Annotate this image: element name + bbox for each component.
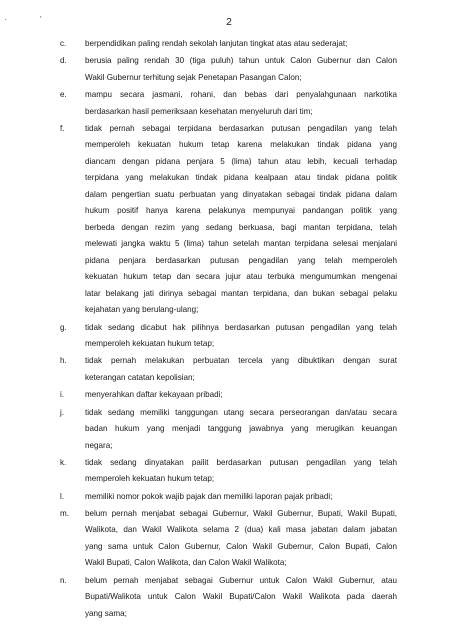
list-item-text <box>85 455 397 488</box>
list-item-letter: l. <box>60 491 65 501</box>
list-item <box>0 53 458 86</box>
list-item-letter: k. <box>60 457 67 467</box>
text-line: badan hukum yang menjadi tanggung jawabnya yang merugikan keuangan <box>85 424 397 434</box>
text-line: terpidana yang melakukan tindak pidana kealpaan atau tindak pidana politik <box>85 173 397 183</box>
text-line: yang sama; <box>85 608 127 618</box>
text-line: belum pernah menjabat sebagai Gubernur, Wakil Gubernur, Bupati, Wakil Bupati, <box>85 508 397 518</box>
list-item-letter: f. <box>60 123 65 133</box>
list-item-letter: c. <box>60 39 67 48</box>
text-line: negara; <box>85 440 113 450</box>
text-line: Wakil Gubernur terhitung sejak Penetapan Pasangan Calon; <box>85 72 302 82</box>
list-item-text <box>85 36 397 53</box>
list-item-letter: d. <box>60 56 67 66</box>
text-line: tidak pernah sebagai terpidana berdasarkan putusan pengadilan yang telah <box>85 123 397 133</box>
text-line: latar belakang jati dirinya sebagai mantan terpidana, dan bukan sebagai pelaku <box>85 288 397 298</box>
list-item-text <box>85 489 397 506</box>
page-number: 2 <box>226 17 232 28</box>
scan-mark: · <box>4 15 7 24</box>
text-line: hukum positif hanya karena pelakunya mempunyai pandangan politik yang <box>85 206 397 216</box>
list-item <box>0 121 458 319</box>
text-line: melewati jangka waktu 5 (lima) tahun setelah mantan terpidana selesai menjalani <box>85 239 397 249</box>
text-line: keterangan catatan kepolisian; <box>85 372 195 382</box>
text-line: tidak sedang dinyatakan pailit berdasarkan putusan pengadilan yang telah <box>85 457 397 467</box>
list-item-letter: h. <box>60 356 67 366</box>
list-item <box>0 320 458 353</box>
text-line: Bupati/Walikota untuk Calon Wakil Bupati/Calon Wakil Walikota pada daerah <box>85 592 397 602</box>
list-item-letter: e. <box>60 90 67 100</box>
text-line: berpendidikan paling rendah sekolah lanjutan tingkat atas atau sederajat; <box>85 39 348 48</box>
text-line: dalam pengertian suatu perbuatan yang dinyatakan sebagai tindak pidana dalam <box>85 189 397 199</box>
text-line: Walikota, dan Wakil Walikota selama 2 (dua) kali masa jabatan dalam jabatan <box>85 525 397 535</box>
list-item <box>0 489 458 506</box>
list-item-text <box>85 53 397 86</box>
text-line: berbeda dengan rezim yang sedang berkuasa, bagi mantan terpidana, telah <box>85 222 397 232</box>
text-line: memperoleh kekuatan hukum tetap; <box>85 474 215 484</box>
text-line: diancam dengan pidana penjara 5 (lima) tahun atau lebih, kecuali terhadap <box>85 156 397 166</box>
list-item <box>0 455 458 488</box>
list-item-text <box>85 87 397 120</box>
list-item-letter: m. <box>60 508 69 518</box>
text-line: mampu secara jasmani, rohani, dan bebas dari penyalahgunaan narkotika <box>85 90 397 100</box>
list-item <box>0 573 458 623</box>
text-line: berdasarkan hasil pemeriksaan kesehatan menyeluruh dari tim; <box>85 106 313 116</box>
list-item <box>0 387 458 404</box>
text-line: kejahatan yang berulang-ulang; <box>85 305 199 315</box>
list-item-text <box>85 353 397 386</box>
text-line: tidak sedang memiliki tanggungan utang secara perseorangan dan/atau secara <box>85 407 397 417</box>
list-item-text <box>85 387 397 404</box>
text-line: yang sama untuk Calon Gubernur, Calon Wakil Gubernur, Calon Bupati, Calon <box>85 541 397 551</box>
text-line: tidak sedang dicabut hak pilihnya berdasarkan putusan pengadilan yang telah <box>85 322 397 332</box>
text-line: kekuatan hukum tetap dan secara jujur atau terbuka mengumumkan mengenai <box>85 272 397 282</box>
list-item-text <box>85 573 397 623</box>
text-line: Wakil Bupati, Calon Walikota, dan Calon Wakil Walikota; <box>85 558 287 568</box>
list-item <box>0 506 458 572</box>
list-item-letter: i. <box>60 390 65 400</box>
list-item-letter: j. <box>60 407 65 417</box>
scan-mark: ' <box>40 15 42 24</box>
list-item-letter: n. <box>60 575 67 585</box>
list-item <box>0 36 458 53</box>
list-item <box>0 87 458 120</box>
list-item-letter: g. <box>60 322 67 332</box>
list-item-text <box>85 506 397 572</box>
list-item-text <box>85 405 397 455</box>
text-line: memiliki nomor pokok wajib pajak dan memiliki laporan pajak pribadi; <box>85 491 333 501</box>
text-line: memperoleh kekuatan hukum tetap; <box>85 339 215 349</box>
list-item-text <box>85 121 397 319</box>
requirements-list <box>0 36 458 623</box>
list-item-text <box>85 320 397 353</box>
list-item <box>0 353 458 386</box>
text-line: belum pernah menjabat sebagai Gubernur untuk Calon Wakil Gubernur, atau <box>85 575 397 585</box>
text-line: pidana penjara berdasarkan putusan pengadilan yang telah memperoleh <box>85 255 397 265</box>
list-item <box>0 405 458 455</box>
text-line: memperoleh kekuatan hukum tetap karena melakukan tindak pidana yang <box>85 140 397 150</box>
text-line: berusia paling rendah 30 (tiga puluh) tahun untuk Calon Gubernur dan Calon <box>85 56 397 66</box>
text-line: tidak pernah melakukan perbuatan tercela yang dibuktikan dengan surat <box>85 356 397 366</box>
text-line: menyerahkan daftar kekayaan pribadi; <box>85 390 223 400</box>
